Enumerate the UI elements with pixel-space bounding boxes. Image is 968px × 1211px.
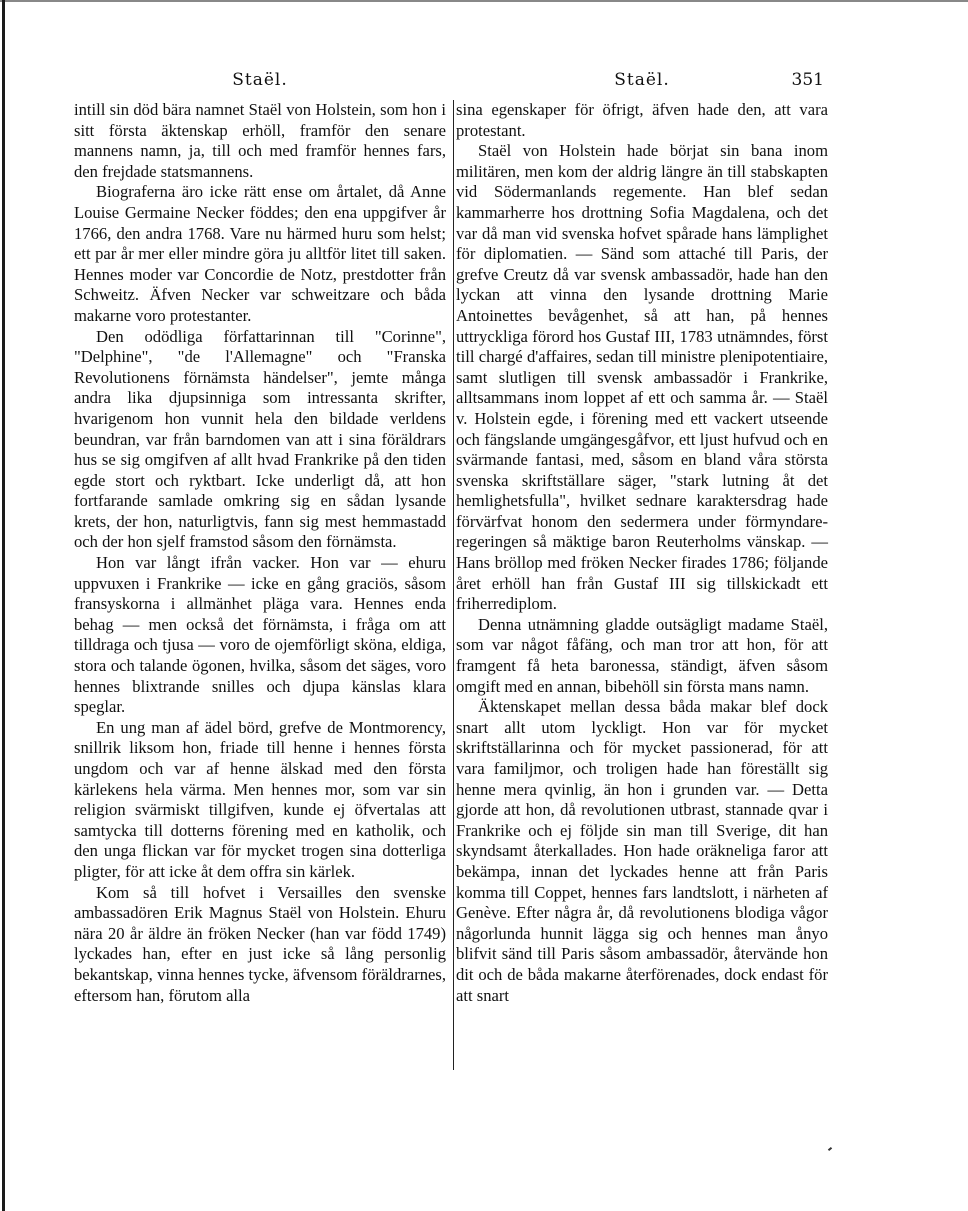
left-running-head: Staël. (232, 70, 288, 90)
right-paragraph-1: sina egenskaper för öfrigt, äfven hade den, att vara protestant. (456, 100, 828, 140)
column-divider (453, 100, 454, 1070)
left-paragraph-1: intill sin död bära namnet Staël von Holstein, som hon i sitt första äktenskap erhöll, framför den senare mannens namn, ja, till och med framför hennes fars, den frejdade statsmannens. (74, 100, 446, 181)
left-paragraph-4: Hon var långt ifrån vacker. Hon var — ehuru uppvuxen i Frankrike — icke en gång graciös, såsom fransyskorna i allmänhet pläga vara. Hennes enda behag — men också det förnämsta, i fråga om att tilldraga och tjusa — voro de ojemförligt sköna, eldiga, stora och talande ögonen, hvilka, såsom det säges, voro hennes blixtrande snilles och djupa känslas klara speglar. (74, 553, 446, 717)
scan-top-edge (0, 0, 968, 2)
right-paragraph-4: Äktenskapet mellan dessa båda makar blef dock snart allt utom lyckligt. Hon var för mycket skriftställarinna och för mycket passionerad, för att vara familjmor, och troligen hade han föreställt sig henne mera qvinlig, än hon i grunden var. — Detta gjorde att hon, då revolutionen utbrast, stannade qvar i Frankrike och ej följde sin man till Sverige, dit han skyndsamt återkallades. Hon hade oräkneliga faror att bekämpa, innan det lyckades henne att från Paris komma till Coppet, hennes fars landtslott, i närheten af Genève. Efter några år, då revolutionens blodiga vågor någorlunda hunnit lägga sig och hennes man ånyo blifvit sänd till Paris såsom ambassadör, återvände hon dit och de båda makarne återförenades, dock endast för att snart (456, 697, 828, 1005)
left-paragraph-6: Kom så till hofvet i Versailles den svenske ambassadören Erik Magnus Staël von Holstein. Ehuru nära 20 år äldre än fröken Necker (han var född 1749) lyckades han, efter en just icke så lång personlig bekantskap, vinna hennes tycke, äfvensom föräldrarnes, eftersom han, förutom alla (74, 882, 446, 1005)
scan-left-edge (2, 0, 5, 1211)
right-paragraph-3: Denna utnämning gladde outsägligt madame Staël, som var något fåfäng, och man tror att hon, för att framgent få heta baronessa, ständigt, äfven såsom omgift med en annan, bibehöll sin första mans namn. (456, 614, 828, 696)
ink-speck (828, 1147, 832, 1151)
left-paragraph-5: En ung man af ädel börd, grefve de Montmorency, snillrik liksom hon, friade till henne i hennes första ungdom och var af henne älskad med den första kärlekens hela värma. Men hennes mor, som var sin religion svärmiskt tillgifven, kunde ej öfvertalas att samtycka till dotterns förening med en katholik, och den unga flickan var för mycket trogen sina dotterliga pligter, för att icke åt dem offra sin kärlek. (74, 717, 446, 881)
right-running-head: Staël. (614, 70, 670, 90)
page-number: 351 (791, 70, 824, 90)
right-paragraph-2: Staël von Holstein hade börjat sin bana inom militären, men kom der aldrig längre än till stabskapten vid Södermanlands regemente. Han blef sedan kammarherre hos drottning Sofia Magdalena, och det var då man vid svenska hofvet spårade hans lämplighet för diplomatien. — Sänd som attaché till Paris, der grefve Creutz då var svensk ambassadör, hade han den lyckan att vinna den lysande drottning Marie Antoinettes bevågenhet, så att han, på hennes uttryckliga förord hos Gustaf III, 1783 utnämndes, först till chargé d'affaires, sedan till ministre plenipotentiaire, samt slutligen till svensk ambassadör i Frankrike, alltsammans inom loppet af ett och samma år. — Staël v. Holstein egde, i förening med ett vackert utseende och fängslande umgängesgåfvor, ett ljust hufvud och en svärmande fantasi, med, såsom en bland våra största svenska skriftställare säger, "stark lutning åt det hemlighetsfulla", hvilket sednare karaktersdrag hade förvärfvat honom den sedermera under förmyndare-regeringen så mäktige baron Reuterholms vänskap. — Hans bröllop med fröken Necker firades 1786; följande året erhöll han från Gustaf III sig tillskickadt ett friherrediplom. (456, 141, 828, 614)
right-column (456, 100, 828, 1006)
left-paragraph-2: Biograferna äro icke rätt ense om årtalet, då Anne Louise Germaine Necker föddes; den ena uppgifver år 1766, den andra 1768. Vare nu härmed huru som helst; ett par år mer eller mindre göra ju alltför litet till saken. Hennes moder var Concordie de Notz, prestdotter från Schweitz. Äfven Necker var schweitzare och båda makarne voro protestanter. (74, 182, 446, 325)
left-paragraph-3: Den odödliga författarinnan till "Corinne", "Delphine", "de l'Allemagne" och "Franska Revolutionens förnämsta händelser", jemte många andra lika djupsinniga som intressanta skrifter, hvarigenom hon vunnit hela den bildade verldens beundran, var från barndomen van att i sina föräldrars hus se sig omgifven af allt hvad Frankrike på den tiden egde stort och ryktbart. Icke underligt då, att hon fortfarande samlade omkring sig en sådan lysande krets, der hon, naturligtvis, fann sig mest hemmastadd och der hon sjelf framstod såsom den förnämsta. (74, 326, 446, 552)
left-column (74, 100, 446, 1006)
